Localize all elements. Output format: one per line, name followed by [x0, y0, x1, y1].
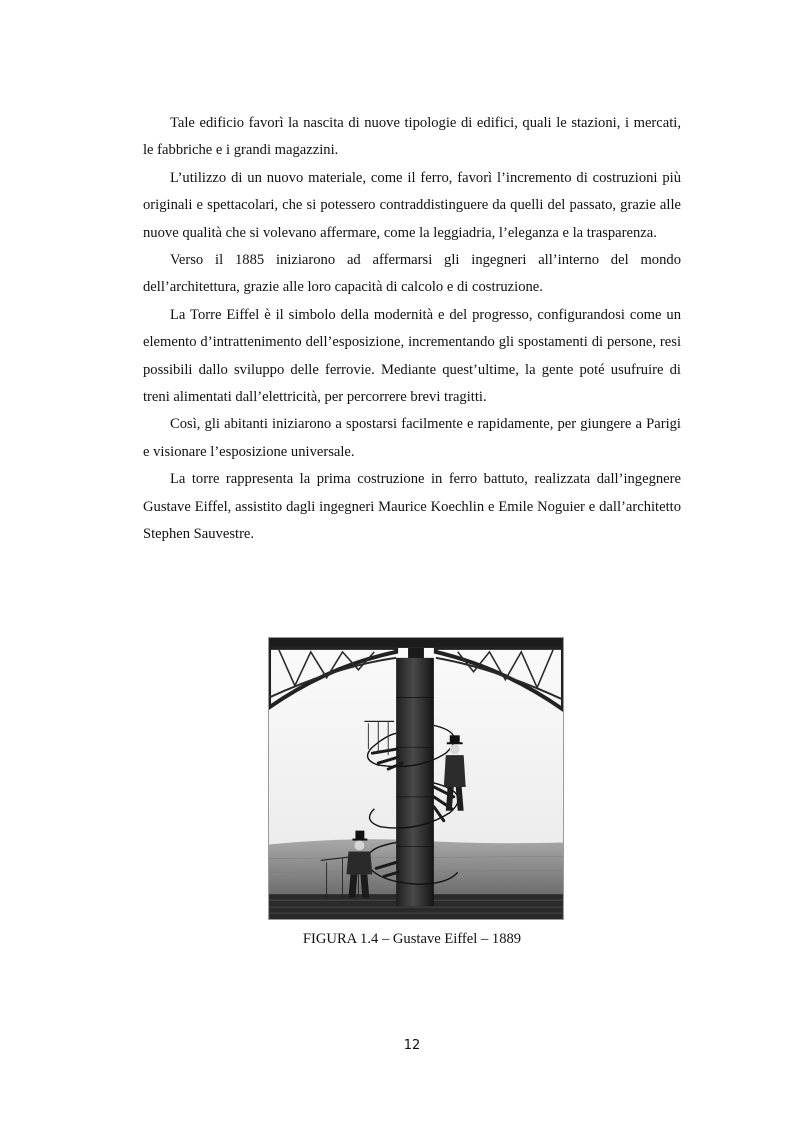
- paragraph-2: L’utilizzo di un nuovo materiale, come il ferro, favorì l’incremento di costruzioni più originali e spettacolari, che si potessero contraddistinguere da quelli del passato, grazie alle nuove qualità che si volevano affermare, come la leggiadria, l’eleganza e la trasparenza.: [143, 169, 681, 241]
- page-number: 12: [403, 1038, 421, 1053]
- paragraph-6: La torre rappresenta la prima costruzione in ferro battuto, realizzata dall’ingegnere Gustave Eiffel, assistito dagli ingegneri Maurice Koechlin e Emile Noguier e dall’architetto Stephen Sauvestre.: [143, 471, 681, 543]
- figure-caption: FIGURA 1.4 – Gustave Eiffel – 1889: [302, 931, 522, 947]
- eiffel-photo-illustration: [269, 638, 563, 919]
- paragraph-3: Verso il 1885 iniziarono ad affermarsi gli ingegneri all’interno del mondo dell’architettura, grazie alle loro capacità di calcolo e di costruzione.: [143, 252, 681, 296]
- paragraph-4: La Torre Eiffel è il simbolo della modernità e del progresso, configurandosi come un elemento d’intrattenimento dell’esposizione, incrementando gli spostamenti di persone, resi possibili dallo sviluppo delle ferrovie. Mediante quest’ultime, la gente poté usufruire di treni alimentati dall’elettricità, per percorrere brevi tragitti.: [143, 306, 681, 406]
- paragraph-5: Così, gli abitanti iniziarono a spostarsi facilmente e rapidamente, per giungere a Parigi e visionare l’esposizione universale.: [143, 416, 681, 460]
- eiffel-photo: [268, 637, 564, 920]
- paragraph-1: Tale edificio favorì la nascita di nuove tipologie di edifici, quali le stazioni, i mercati, le fabbriche e i grandi magazzini.: [143, 115, 681, 159]
- body-text: [143, 110, 681, 549]
